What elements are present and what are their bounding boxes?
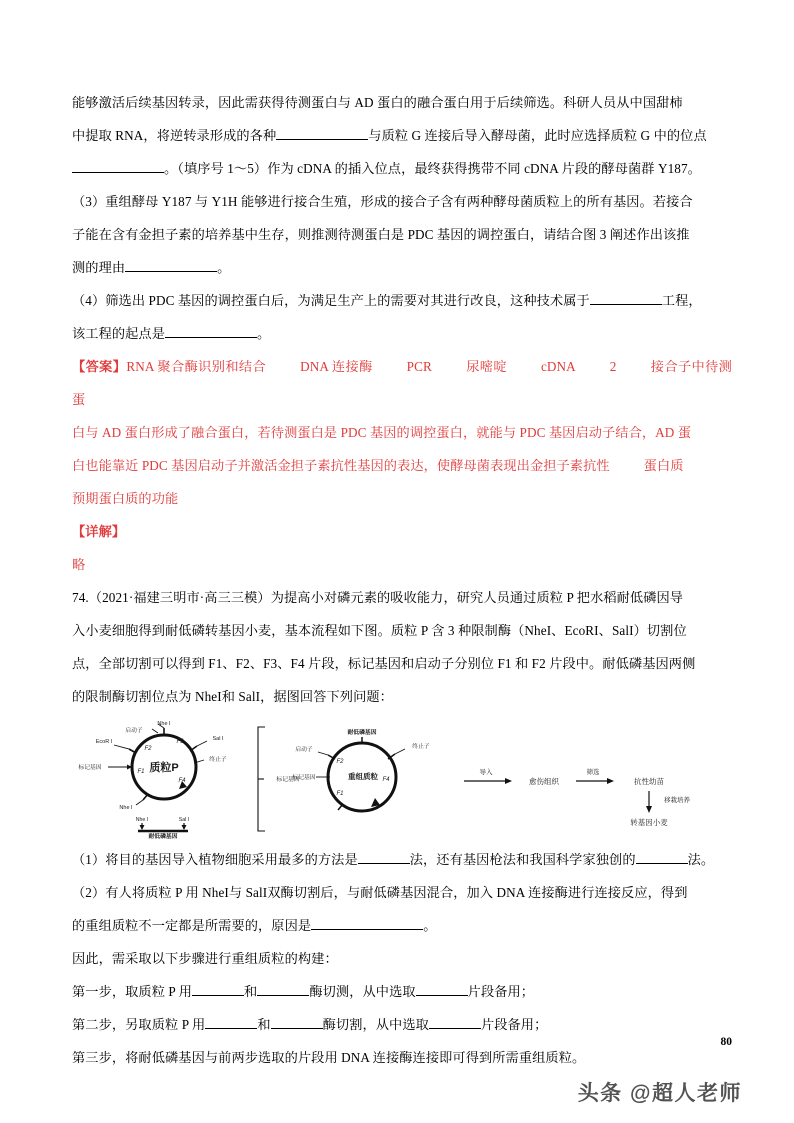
- answer-block: [72, 350, 732, 581]
- question-item-3-cont-2: [72, 251, 732, 284]
- question-74-stem: [72, 581, 732, 614]
- step3-text: 第三步，将耐低磷基因与前两步选取的片段用 DNA 连接酶连接即可得到所需重组质粒。: [72, 1050, 586, 1065]
- fill-blank[interactable]: [192, 981, 244, 996]
- insert-right-site-label: Sal I: [178, 817, 190, 823]
- p1-line-c: 与质粒 G 连接后导入酵母菌，此时应选择质粒 G 中的位点: [368, 128, 707, 143]
- leader-ecorI: [114, 745, 129, 749]
- label-nhe-top: Nhe I: [157, 721, 171, 727]
- sub1-a: （1）将目的基因导入植物细胞采用最多的方法是: [72, 852, 358, 867]
- sub1-c: 法。: [687, 852, 715, 867]
- insert-left-arrow: [140, 825, 145, 830]
- step1-d: 片段备用；: [467, 984, 535, 999]
- label-f4: F4: [178, 778, 186, 784]
- q74-stem-c: 点，全部切割可以得到 F1、F2、F3、F4 片段，标记基因和启动子分别位 F1 和 F2 片段中。耐低磷基因两侧: [72, 656, 696, 671]
- fill-blank[interactable]: [165, 323, 257, 338]
- bracket-label: 标记基因: [276, 777, 300, 783]
- fill-blank[interactable]: [257, 981, 309, 996]
- leader-nhe-bottom: [136, 800, 143, 805]
- p1-line-b: 中提取 RNA，将逆转录形成的各种: [72, 128, 277, 143]
- flow-arrow-2-head: [607, 778, 614, 784]
- step2-c: 酶切割，从中选取: [322, 1017, 429, 1032]
- insert-right-arrow: [182, 825, 187, 830]
- flow-arrow-2-label: 筛选: [586, 769, 600, 776]
- flow-arrow-1-head: [505, 778, 512, 784]
- step2-a: 第二步，另取质粒 P 用: [72, 1017, 206, 1032]
- recombinant-label-gene: 耐低磷基因: [347, 730, 377, 736]
- answer-line-3: [72, 449, 732, 482]
- p1-line-a: 能够激活后续基因转录，因此需获得待测蛋白与 AD 蛋白的融合蛋白用于后续筛选。科研人员从中国甜柿: [72, 95, 683, 110]
- recombinant-label-f1: F1: [336, 791, 344, 797]
- paragraph-continuation: [72, 86, 732, 119]
- sub2-c: 。: [423, 918, 437, 933]
- answer-item-4: cDNA: [540, 359, 576, 374]
- question-74-stem-3: [72, 647, 732, 680]
- q74-therefore: [72, 942, 732, 975]
- label-ecorI: EcoR I: [95, 739, 113, 745]
- recombinant-label-f4: F4: [382, 777, 390, 783]
- question-item-3: [72, 185, 732, 218]
- fill-blank[interactable]: [311, 915, 423, 930]
- recombinant-label-promoter: 启动子: [295, 747, 313, 753]
- step1-b: 和: [244, 984, 258, 999]
- fill-blank[interactable]: [636, 849, 688, 864]
- recombinant-center-label: 重组质粒: [348, 772, 378, 781]
- leader-promoter: [152, 729, 158, 733]
- explanation-body-line: [72, 548, 732, 581]
- paragraph-continuation-2: [72, 119, 732, 152]
- answer-line-2: [72, 416, 732, 449]
- flow-arrow-1-label: 导入: [479, 769, 493, 776]
- flow-arrow-3-label: 移栽培养: [664, 797, 690, 804]
- p2-line-d: 。: [217, 260, 231, 275]
- fill-blank[interactable]: [590, 290, 662, 305]
- answer-long-b: 白与 AD 蛋白形成了融合蛋白，若待测蛋白是 PDC 基因的调控蛋白，就能与 PDC 基因启动子结合，AD 蛋: [72, 425, 692, 440]
- sub1-b: 法，还有基因枪法和我国科学家独创的: [409, 852, 636, 867]
- question-74-stem-2: [72, 614, 732, 647]
- answer-line-4: [72, 482, 732, 515]
- fill-blank[interactable]: [271, 1014, 323, 1029]
- page-number: 80: [720, 1036, 732, 1048]
- watermark: 头条 @超人老师: [577, 1082, 742, 1105]
- label-salI: Sal I: [212, 736, 224, 742]
- answer-item-2: PCR: [406, 359, 432, 374]
- p2-line-b: 子能在含有金担子素的培养基中生存，则推测待测蛋白是 PDC 基因的调控蛋白，请结合图 3 阐述作出该推: [72, 227, 690, 242]
- p2-line-c: 测的理由: [72, 260, 126, 275]
- answer-long-a: 接合子中待测蛋: [72, 359, 732, 407]
- paragraph-continuation-3: [72, 152, 732, 185]
- answer-label: 【答案】: [72, 359, 127, 374]
- recombinant-label-f2: F2: [336, 759, 344, 765]
- explanation-label: 【详解】: [72, 524, 126, 539]
- p3-line-c: 该工程的起点是: [72, 326, 166, 341]
- page-content: [72, 86, 732, 1074]
- sub2-b: 的重组质粒不一定都是所需要的，原因是: [72, 918, 312, 933]
- question-item-4: [72, 284, 732, 317]
- fill-blank[interactable]: [416, 981, 468, 996]
- fill-blank[interactable]: [276, 125, 368, 140]
- insert-bar-label: 耐低磷基因: [148, 834, 178, 839]
- fill-blank[interactable]: [358, 849, 410, 864]
- step2-b: 和: [257, 1017, 271, 1032]
- leader-salI: [197, 741, 207, 746]
- answer-long-d: 蛋白质: [643, 458, 684, 473]
- label-f1: F1: [137, 769, 145, 775]
- q74-sub-2: [72, 876, 732, 909]
- recombinant-label-terminator: 终止子: [412, 744, 430, 750]
- p2-line-a: （3）重组酵母 Y187 与 Y1H 能够进行接合生殖，形成的接合子含有两种酵母菌质粒上的所有基因。若接合: [72, 194, 693, 209]
- flow-node-wheat: 转基因小麦: [630, 818, 668, 827]
- step2-d: 片段备用；: [480, 1017, 548, 1032]
- q74-source: （2021·福建三明市·高三三模）: [88, 590, 271, 605]
- fill-blank[interactable]: [72, 158, 164, 173]
- answer-item-1: DNA 连接酶: [300, 359, 373, 374]
- answer-long-e: 预期蛋白质的功能: [72, 491, 179, 506]
- label-marker-gene: 标记基因: [78, 765, 102, 771]
- therefore-text: 因此，需采取以下步骤进行重组质粒的构建：: [72, 951, 338, 966]
- fill-blank[interactable]: [429, 1014, 481, 1029]
- q74-step-2: [72, 1008, 732, 1041]
- diagram-svg: [72, 719, 732, 839]
- flow-node-callus: 愈伤组织: [529, 777, 559, 786]
- q74-step-1: [72, 975, 732, 1008]
- q74-sub-2-cont: [72, 909, 732, 942]
- question-item-4-cont: [72, 317, 732, 350]
- recombinant-leader-promoter: [318, 752, 328, 755]
- sub2-a: （2）有人将质粒 P 用 NheI与 SalI双酶切割后，与耐低磷基因混合，加入 DNA 连接酶进行连接反应，得到: [72, 885, 688, 900]
- flow-arrow-3-head: [646, 806, 652, 813]
- answer-item-3: 尿嘧啶: [465, 359, 507, 374]
- question-74-stem-4: [72, 680, 732, 713]
- p1-line-d: 。（填序号 1～5）作为 cDNA 的插入位点，最终获得携带不同 cDNA 片段的酵母菌群 Y187。: [164, 161, 701, 176]
- q74-stem-b: 入小麦细胞得到耐低磷转基因小麦，基本流程如下图。质粒 P 含 3 种限制酶（NheI、EcoRI、SalI）切割位: [72, 623, 687, 638]
- label-f3: F3: [176, 739, 184, 745]
- label-promoter: 启动子: [125, 728, 143, 734]
- label-f2: F2: [144, 746, 152, 752]
- recombinant-leader-terminator: [395, 749, 405, 754]
- label-nhe-bottom: Nhe I: [119, 805, 133, 811]
- question-item-3-cont: [72, 218, 732, 251]
- fill-blank[interactable]: [125, 257, 217, 272]
- answer-long-c: 白也能靠近 PDC 基因启动子并激活金担子素抗性基因的表达，使酵母菌表现出金担子素抗性: [72, 458, 610, 473]
- step1-a: 第一步，取质粒 P 用: [72, 984, 193, 999]
- answer-item-5: 2: [609, 359, 617, 374]
- q74-step-3: [72, 1041, 732, 1074]
- insert-left-site-label: Nhe I: [135, 817, 149, 823]
- recombinant-label-marker: 标记基因: [292, 775, 316, 781]
- explanation-label-line: [72, 515, 732, 548]
- flow-node-seedling: 抗性幼苗: [634, 777, 664, 786]
- p3-line-b: 工程，: [661, 293, 702, 308]
- q74-stem-a: 为提高小对磷元素的吸收能力，研究人员通过质粒 P 把水稻耐低磷因导: [270, 590, 684, 605]
- label-terminator: 终止子: [209, 757, 227, 763]
- p3-line-a: （4）筛选出 PDC 基因的调控蛋白后，为满足生产上的需要对其进行改良，这种技术属于: [72, 293, 590, 308]
- q74-number: 74.: [72, 590, 89, 605]
- fill-blank[interactable]: [205, 1014, 257, 1029]
- label-plasmid-p: 质粒P: [149, 762, 179, 774]
- q74-sub-1: [72, 843, 732, 876]
- answer-line-1: [72, 350, 732, 416]
- q74-stem-d: 的限制酶切割位点为 NheI和 SalI，据图回答下列问题：: [72, 689, 393, 704]
- step1-c: 酶切测，从中选取: [309, 984, 416, 999]
- answer-item-0: RNA 聚合酶识别和结合: [126, 359, 267, 374]
- p3-line-d: 。: [257, 326, 271, 341]
- explanation-body: 略: [72, 557, 86, 572]
- plasmid-flow-diagram: [72, 719, 732, 839]
